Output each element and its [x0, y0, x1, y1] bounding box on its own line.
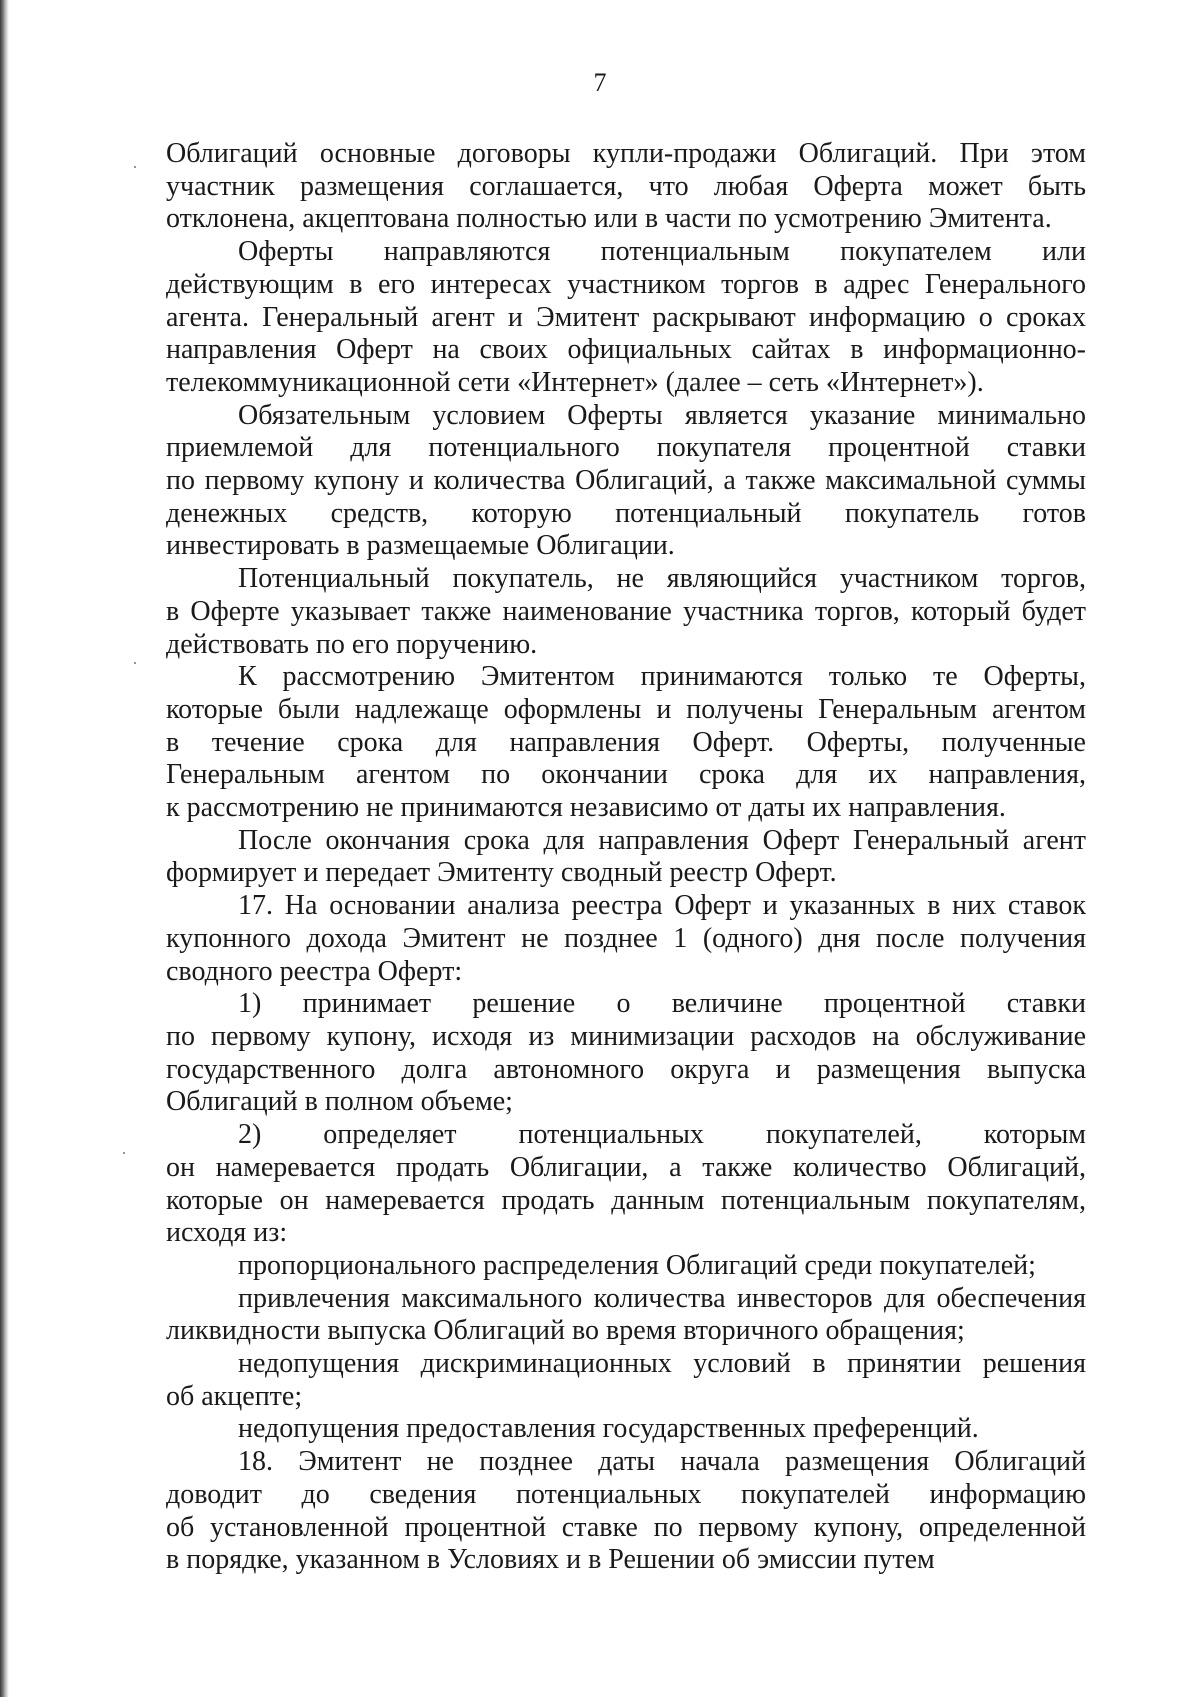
paragraph	[166, 563, 1086, 661]
text-line: в течение срока для направления Оферт. Оферты, полученные	[166, 726, 1086, 758]
paragraph	[166, 890, 1086, 988]
text-line: сводного реестра Оферт:	[166, 955, 463, 987]
paragraph	[166, 1119, 1086, 1250]
text-line: пропорционального распределения Облигаций среди покупателей;	[238, 1249, 1036, 1281]
text-line: Облигаций основные договоры купли-продажи Облигаций. При этом	[166, 138, 1086, 169]
text-line: приемлемой для потенциального покупателя процентной ставки	[166, 432, 1086, 464]
text-line: ликвидности выпуска Облигаций во время вторичного обращения;	[166, 1315, 965, 1347]
scan-speck	[134, 166, 136, 168]
text-line: по первому купону и количества Облигаций, а также максимальной суммы	[166, 465, 1086, 497]
text-line: 2) определяет потенциальных покупателей, которым	[238, 1119, 1086, 1151]
paragraph	[166, 988, 1086, 1119]
text-line: в Оферте указывает также наименование участника торгов, который будет	[166, 595, 1086, 627]
paragraph	[166, 1283, 1086, 1348]
scan-speck	[134, 662, 136, 664]
text-line: Облигаций в полном объеме;	[166, 1086, 513, 1118]
scan-speck	[123, 1152, 125, 1154]
text-line: Оферты направляются потенциальным покупателем или	[238, 236, 1086, 268]
text-line: привлечения максимального количества инвесторов для обеспечения	[238, 1282, 1086, 1314]
paragraph	[166, 1446, 1086, 1577]
text-line: по первому купону, исходя из минимизации расходов на обслуживание	[166, 1020, 1086, 1052]
paragraph	[166, 236, 1086, 400]
text-line: участник размещения соглашается, что любая Оферта может быть	[166, 170, 1086, 202]
text-line: действовать по его поручению.	[166, 628, 538, 660]
text-line: 17. На основании анализа реестра Оферт и указанных в них ставок	[238, 890, 1086, 922]
paragraph	[166, 661, 1086, 825]
text-line: 1) принимает решение о величине процентной ставки	[238, 988, 1086, 1020]
text-line: Обязательным условием Оферты является указание минимально	[238, 399, 1086, 431]
paragraph	[166, 1250, 1086, 1283]
text-line: недопущения предоставления государственных преференций.	[238, 1413, 979, 1445]
text-line: он намеревается продать Облигации, а также количество Облигаций,	[166, 1151, 1086, 1183]
text-line: Потенциальный покупатель, не являющийся участником торгов,	[238, 563, 1086, 595]
text-line: об установленной процентной ставке по первому купону, определенной	[166, 1511, 1086, 1543]
text-line: отклонена, акцептована полностью или в части по усмотрению Эмитента.	[166, 203, 1052, 235]
paragraph	[166, 138, 1086, 236]
document-body	[166, 138, 1086, 1577]
text-line: об акцепте;	[166, 1380, 303, 1412]
paragraph	[166, 1413, 1086, 1446]
text-line: 18. Эмитент не позднее даты начала размещения Облигаций	[238, 1446, 1086, 1478]
text-line: денежных средств, которую потенциальный покупатель готов	[166, 497, 1086, 529]
text-line: к рассмотрению не принимаются независимо от даты их направления.	[166, 792, 1006, 824]
text-line: инвестировать в размещаемые Облигации.	[166, 530, 675, 562]
paragraph	[166, 825, 1086, 890]
scan-edge	[0, 0, 9, 1697]
paragraph	[166, 1348, 1086, 1413]
text-line: После окончания срока для направления Оферт Генеральный агент	[238, 824, 1086, 856]
text-line: в порядке, указанном в Условиях и в Решении об эмиссии путем	[166, 1544, 935, 1576]
text-line: направления Оферт на своих официальных сайтах в информационно-	[166, 334, 1086, 366]
text-line: доводит до сведения потенциальных покупателей информацию	[166, 1478, 1086, 1510]
page-number: 7	[593, 68, 607, 97]
text-line: телекоммуникационной сети «Интернет» (далее – сеть «Интернет»).	[166, 366, 984, 398]
text-line: которые были надлежаще оформлены и получены Генеральным агентом	[166, 693, 1086, 725]
text-line: Генеральным агентом по окончании срока для их направления,	[166, 759, 1086, 791]
text-line: недопущения дискриминационных условий в принятии решения	[238, 1348, 1086, 1380]
text-line: которые он намеревается продать данным потенциальным покупателям,	[166, 1184, 1086, 1216]
text-line: исходя из:	[166, 1217, 288, 1249]
text-line: К рассмотрению Эмитентом принимаются только те Оферты,	[238, 661, 1086, 693]
text-line: купонного дохода Эмитент не позднее 1 (одного) дня после получения	[166, 922, 1086, 954]
text-line: агента. Генеральный агент и Эмитент раскрывают информацию о сроках	[166, 301, 1086, 333]
text-line: государственного долга автономного округа и размещения выпуска	[166, 1053, 1086, 1085]
paragraph	[166, 400, 1086, 564]
text-line: формирует и передает Эмитенту сводный реестр Оферт.	[166, 857, 837, 889]
text-line: действующим в его интересах участником торгов в адрес Генерального	[166, 268, 1086, 300]
